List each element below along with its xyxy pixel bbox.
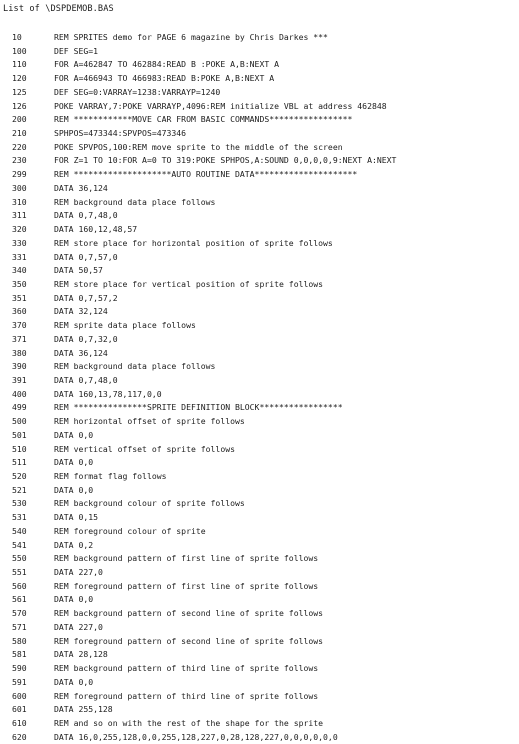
- line-code: REM and so on with the rest of the shape for the sprite: [54, 717, 324, 728]
- listing-line: [0, 662, 519, 676]
- line-code: DATA 36,124: [54, 182, 108, 193]
- line-code: REM SPRITES demo for PAGE 6 magazine by Chris Darkes ***: [54, 32, 328, 42]
- line-code: DATA 0,0: [54, 429, 94, 440]
- line-number: 320: [12, 224, 27, 235]
- line-code: DATA 0,7,57,0: [54, 251, 118, 262]
- line-number: 390: [12, 361, 27, 372]
- listing-line: [0, 443, 519, 457]
- line-number: 601: [12, 704, 27, 715]
- line-number: 540: [12, 525, 27, 536]
- line-code: REM ***************SPRITE DEFINITION BLOCK*****************: [54, 402, 343, 413]
- line-number: 340: [12, 265, 27, 276]
- line-number: 100: [12, 45, 27, 56]
- line-code: DATA 160,13,78,117,0,0: [54, 388, 162, 399]
- line-code: REM background pattern of second line of sprite follows: [54, 608, 324, 619]
- line-code: POKE SPVPOS,100:REM move sprite to the middle of the screen: [54, 141, 343, 152]
- line-code: REM background data place follows: [54, 196, 216, 207]
- line-code: REM ************MOVE CAR FROM BASIC COMMANDS*****************: [54, 114, 353, 125]
- line-number: 110: [12, 59, 27, 70]
- line-number: 311: [12, 210, 27, 221]
- listing-line: [0, 717, 519, 731]
- listing-line: [0, 401, 519, 415]
- listing-line: [0, 648, 519, 662]
- listing-line: [0, 703, 519, 717]
- listing-line: [0, 456, 519, 470]
- line-number: 541: [12, 539, 27, 550]
- line-code: DATA 0,7,57,2: [54, 292, 118, 303]
- line-code: REM background data place follows: [54, 361, 216, 372]
- line-code: DATA 32,124: [54, 306, 108, 317]
- listing-line: [0, 621, 519, 635]
- line-code: FOR A=462847 TO 462884:READ B :POKE A,B:NEXT A: [54, 59, 280, 70]
- line-number: 370: [12, 320, 27, 331]
- line-number: 591: [12, 676, 27, 687]
- listing-line: [0, 292, 519, 306]
- line-code: DATA 227,0: [54, 621, 103, 632]
- listing-line: [0, 429, 519, 443]
- line-number: 501: [12, 429, 27, 440]
- line-number: 511: [12, 457, 27, 468]
- line-code: DEF SEG=1: [54, 45, 99, 56]
- line-code: FOR Z=1 TO 10:FOR A=0 TO 319:POKE SPHPOS,A:SOUND 0,0,0,0,9:NEXT A:NEXT: [54, 155, 397, 166]
- line-number: 571: [12, 621, 27, 632]
- line-code: REM store place for horizontal position of sprite follows: [54, 237, 333, 248]
- listing-line: [0, 539, 519, 553]
- listing-line: [0, 731, 519, 744]
- listing-line: [0, 566, 519, 580]
- line-number: 220: [12, 141, 27, 152]
- line-code: REM sprite data place follows: [54, 320, 196, 331]
- line-code: REM foreground pattern of first line of sprite follows: [54, 580, 319, 591]
- line-number: 570: [12, 608, 27, 619]
- line-number: 551: [12, 567, 27, 578]
- line-number: 330: [12, 237, 27, 248]
- listing-line: [0, 484, 519, 498]
- listing-line: [0, 209, 519, 223]
- line-number: 300: [12, 182, 27, 193]
- listing-line: [0, 113, 519, 127]
- listing-line: [0, 72, 519, 86]
- line-number: 620: [12, 731, 27, 742]
- listing-line: [0, 196, 519, 210]
- listing-line: [0, 305, 519, 319]
- line-number: 550: [12, 553, 27, 564]
- line-number: 531: [12, 512, 27, 523]
- line-code: DATA 0,0: [54, 484, 94, 495]
- line-code: DATA 0,0: [54, 457, 94, 468]
- line-number: 120: [12, 73, 27, 84]
- listing-line: [0, 593, 519, 607]
- line-number: 350: [12, 278, 27, 289]
- listing-line: [0, 141, 519, 155]
- line-number: 560: [12, 580, 27, 591]
- line-code: REM store place for vertical position of sprite follows: [54, 278, 324, 289]
- listing-line: [0, 580, 519, 594]
- line-code: DATA 50,57: [54, 265, 103, 276]
- line-number: 371: [12, 333, 27, 344]
- line-number: 520: [12, 471, 27, 481]
- line-number: 310: [12, 196, 27, 207]
- line-code: REM foreground pattern of third line of sprite follows: [54, 690, 319, 701]
- line-code: DATA 36,124: [54, 347, 108, 358]
- line-number: 200: [12, 114, 27, 125]
- line-number: 610: [12, 717, 27, 728]
- listing-line: [0, 607, 519, 621]
- line-code: REM format flag follows: [54, 471, 167, 481]
- listing-line: [0, 58, 519, 72]
- listing-line: [0, 237, 519, 251]
- line-number: 521: [12, 484, 27, 495]
- listing-line: [0, 319, 519, 333]
- line-code: REM background pattern of first line of sprite follows: [54, 553, 319, 564]
- line-number: 10: [12, 32, 22, 42]
- listing-line: [0, 388, 519, 402]
- listing-line: [0, 635, 519, 649]
- listing-line: [0, 264, 519, 278]
- listing-line: [0, 168, 519, 182]
- listing-line: [0, 127, 519, 141]
- listing-title: List of \DSPDEMOB.BAS: [3, 4, 114, 14]
- line-code: DATA 0,0: [54, 594, 94, 605]
- line-number: 561: [12, 594, 27, 605]
- line-code: REM vertical offset of sprite follows: [54, 443, 235, 454]
- listing-lines: [0, 31, 519, 744]
- line-code: REM foreground pattern of second line of sprite follows: [54, 635, 324, 646]
- line-number: 351: [12, 292, 27, 303]
- line-code: DATA 0,7,48,0: [54, 374, 118, 385]
- listing-line: [0, 154, 519, 168]
- line-code: DATA 160,12,48,57: [54, 224, 138, 235]
- line-number: 400: [12, 388, 27, 399]
- line-code: DATA 227,0: [54, 567, 103, 578]
- line-code: DATA 0,7,32,0: [54, 333, 118, 344]
- line-number: 125: [12, 86, 27, 97]
- listing-line: [0, 525, 519, 539]
- line-number: 230: [12, 155, 27, 166]
- line-code: DATA 0,15: [54, 512, 99, 523]
- listing-line: [0, 415, 519, 429]
- line-code: REM background pattern of third line of sprite follows: [54, 663, 319, 674]
- listing-line: [0, 347, 519, 361]
- listing-line: [0, 182, 519, 196]
- line-code: SPHPOS=473344:SPVPOS=473346: [54, 128, 187, 139]
- line-code: DEF SEG=0:VARRAY=1238:VARRAYP=1240: [54, 86, 221, 97]
- listing-line: [0, 86, 519, 100]
- line-number: 510: [12, 443, 27, 454]
- line-number: 380: [12, 347, 27, 358]
- line-code: REM background colour of sprite follows: [54, 498, 245, 509]
- line-number: 210: [12, 128, 27, 139]
- listing-line: [0, 278, 519, 292]
- line-code: DATA 0,7,48,0: [54, 210, 118, 221]
- listing-line: [0, 552, 519, 566]
- listing-line: [0, 374, 519, 388]
- listing-line: [0, 251, 519, 265]
- line-number: 581: [12, 649, 27, 660]
- line-code: POKE VARRAY,7:POKE VARRAYP,4096:REM initialize VBL at address 462848: [54, 100, 387, 111]
- line-code: DATA 0,0: [54, 676, 94, 687]
- line-code: REM horizontal offset of sprite follows: [54, 416, 245, 427]
- line-number: 600: [12, 690, 27, 701]
- listing-line: [0, 333, 519, 347]
- line-code: DATA 0,2: [54, 539, 94, 550]
- line-code: REM foreground colour of sprite: [54, 525, 206, 536]
- listing-line: [0, 223, 519, 237]
- line-code: DATA 28,128: [54, 649, 108, 660]
- line-code: DATA 16,0,255,128,0,0,255,128,227,0,28,128,227,0,0,0,0,0,0: [54, 731, 338, 742]
- line-code: FOR A=466943 TO 466983:READ B:POKE A,B:NEXT A: [54, 73, 275, 84]
- line-number: 580: [12, 635, 27, 646]
- listing-line: [0, 690, 519, 704]
- listing-line: [0, 45, 519, 59]
- line-number: 331: [12, 251, 27, 262]
- line-number: 360: [12, 306, 27, 317]
- line-number: 590: [12, 663, 27, 674]
- line-number: 500: [12, 416, 27, 427]
- line-number: 499: [12, 402, 27, 413]
- listing-line: [0, 100, 519, 114]
- listing-line: [0, 511, 519, 525]
- line-number: 530: [12, 498, 27, 509]
- line-number: 299: [12, 169, 27, 180]
- line-number: 391: [12, 374, 27, 385]
- listing-line: [0, 676, 519, 690]
- listing-line: [0, 31, 519, 45]
- line-number: 126: [12, 100, 27, 111]
- listing-line: [0, 470, 519, 484]
- line-code: DATA 255,128: [54, 704, 113, 715]
- line-code: REM ********************AUTO ROUTINE DATA*********************: [54, 169, 358, 180]
- listing-line: [0, 497, 519, 511]
- listing-line: [0, 360, 519, 374]
